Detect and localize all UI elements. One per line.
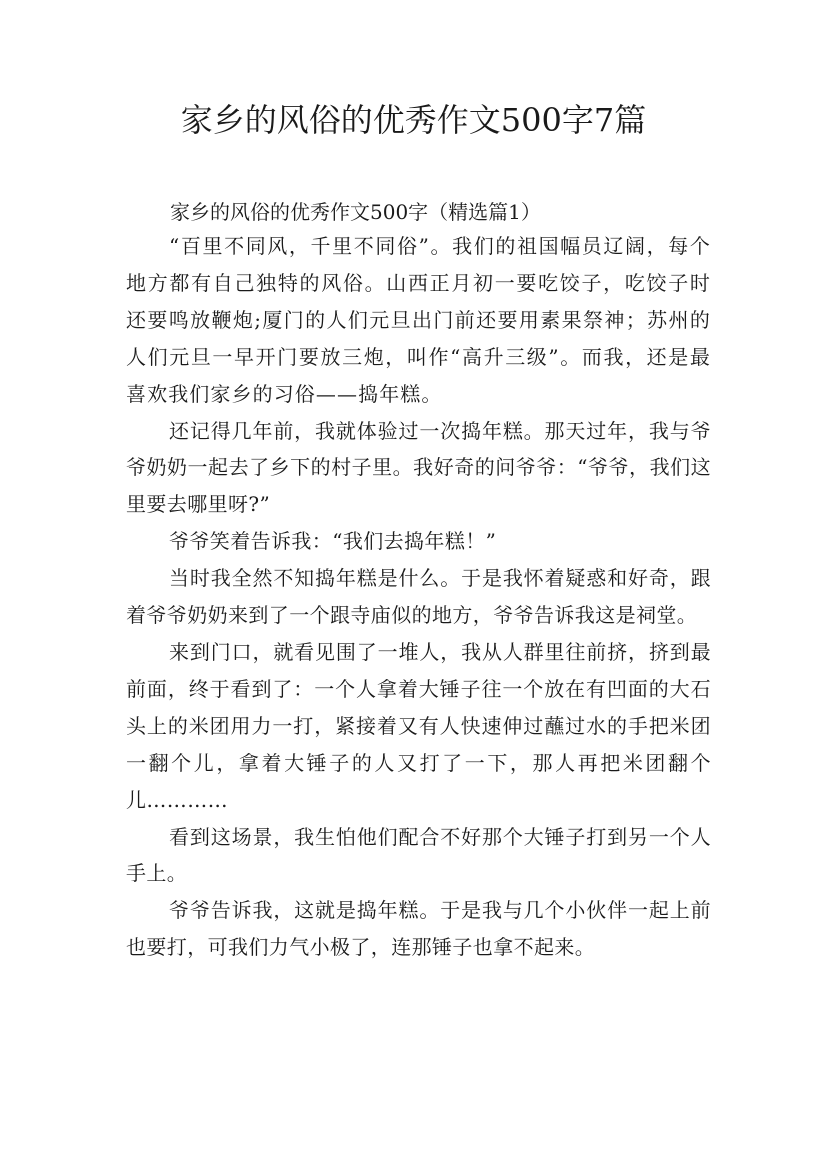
- paragraph-4: 当时我全然不知捣年糕是什么。于是我怀着疑惑和好奇，跟着爷爷奶奶来到了一个跟寺庙似的地方，爷爷告诉我这是祠堂。: [126, 566, 711, 628]
- paragraph-5: 来到门口，就看见围了一堆人，我从人群里往前挤，挤到最前面，终于看到了：一个人拿着大锤子往一个放在有凹面的大石头上的米团用力一打，紧接着又有人快速伸过蘸过水的手把米团一翻个儿，拿着大锤子的人又打了一下，那人再把米团翻个儿…………: [126, 639, 711, 812]
- paragraph-6: 看到这场景，我生怕他们配合不好那个大锤子打到另一个人手上。: [126, 824, 711, 886]
- paragraph-7: 爷爷告诉我，这就是捣年糕。于是我与几个小伙伴一起上前也要打，可我们力气小极了，连那锤子也拿不起来。: [126, 898, 711, 960]
- section-heading: 家乡的风俗的优秀作文500字（精选篇1）: [170, 200, 541, 224]
- document-title: 家乡的风俗的优秀作文500字7篇: [180, 101, 647, 139]
- paragraph-3: 爷爷笑着告诉我：“我们去捣年糕！”: [169, 529, 497, 554]
- paragraph-1: “百里不同风，千里不同俗”。我们的祖国幅员辽阔，每个地方都有自己独特的风俗。山西正月初一要吃饺子，吃饺子时还要鸣放鞭炮;厦门的人们元旦出门前还要用素果祭神；苏州的人们元旦一早开门要放三炮，叫作“高升三级”。而我，还是最喜欢我们家乡的习俗——捣年糕。: [126, 234, 711, 406]
- paragraph-2: 还记得几年前，我就体验过一次捣年糕。那天过年，我与爷爷奶奶一起去了乡下的村子里。我好奇的问爷爷：“爷爷，我们这里要去哪里呀?”: [126, 418, 711, 517]
- body-text: [126, 228, 711, 966]
